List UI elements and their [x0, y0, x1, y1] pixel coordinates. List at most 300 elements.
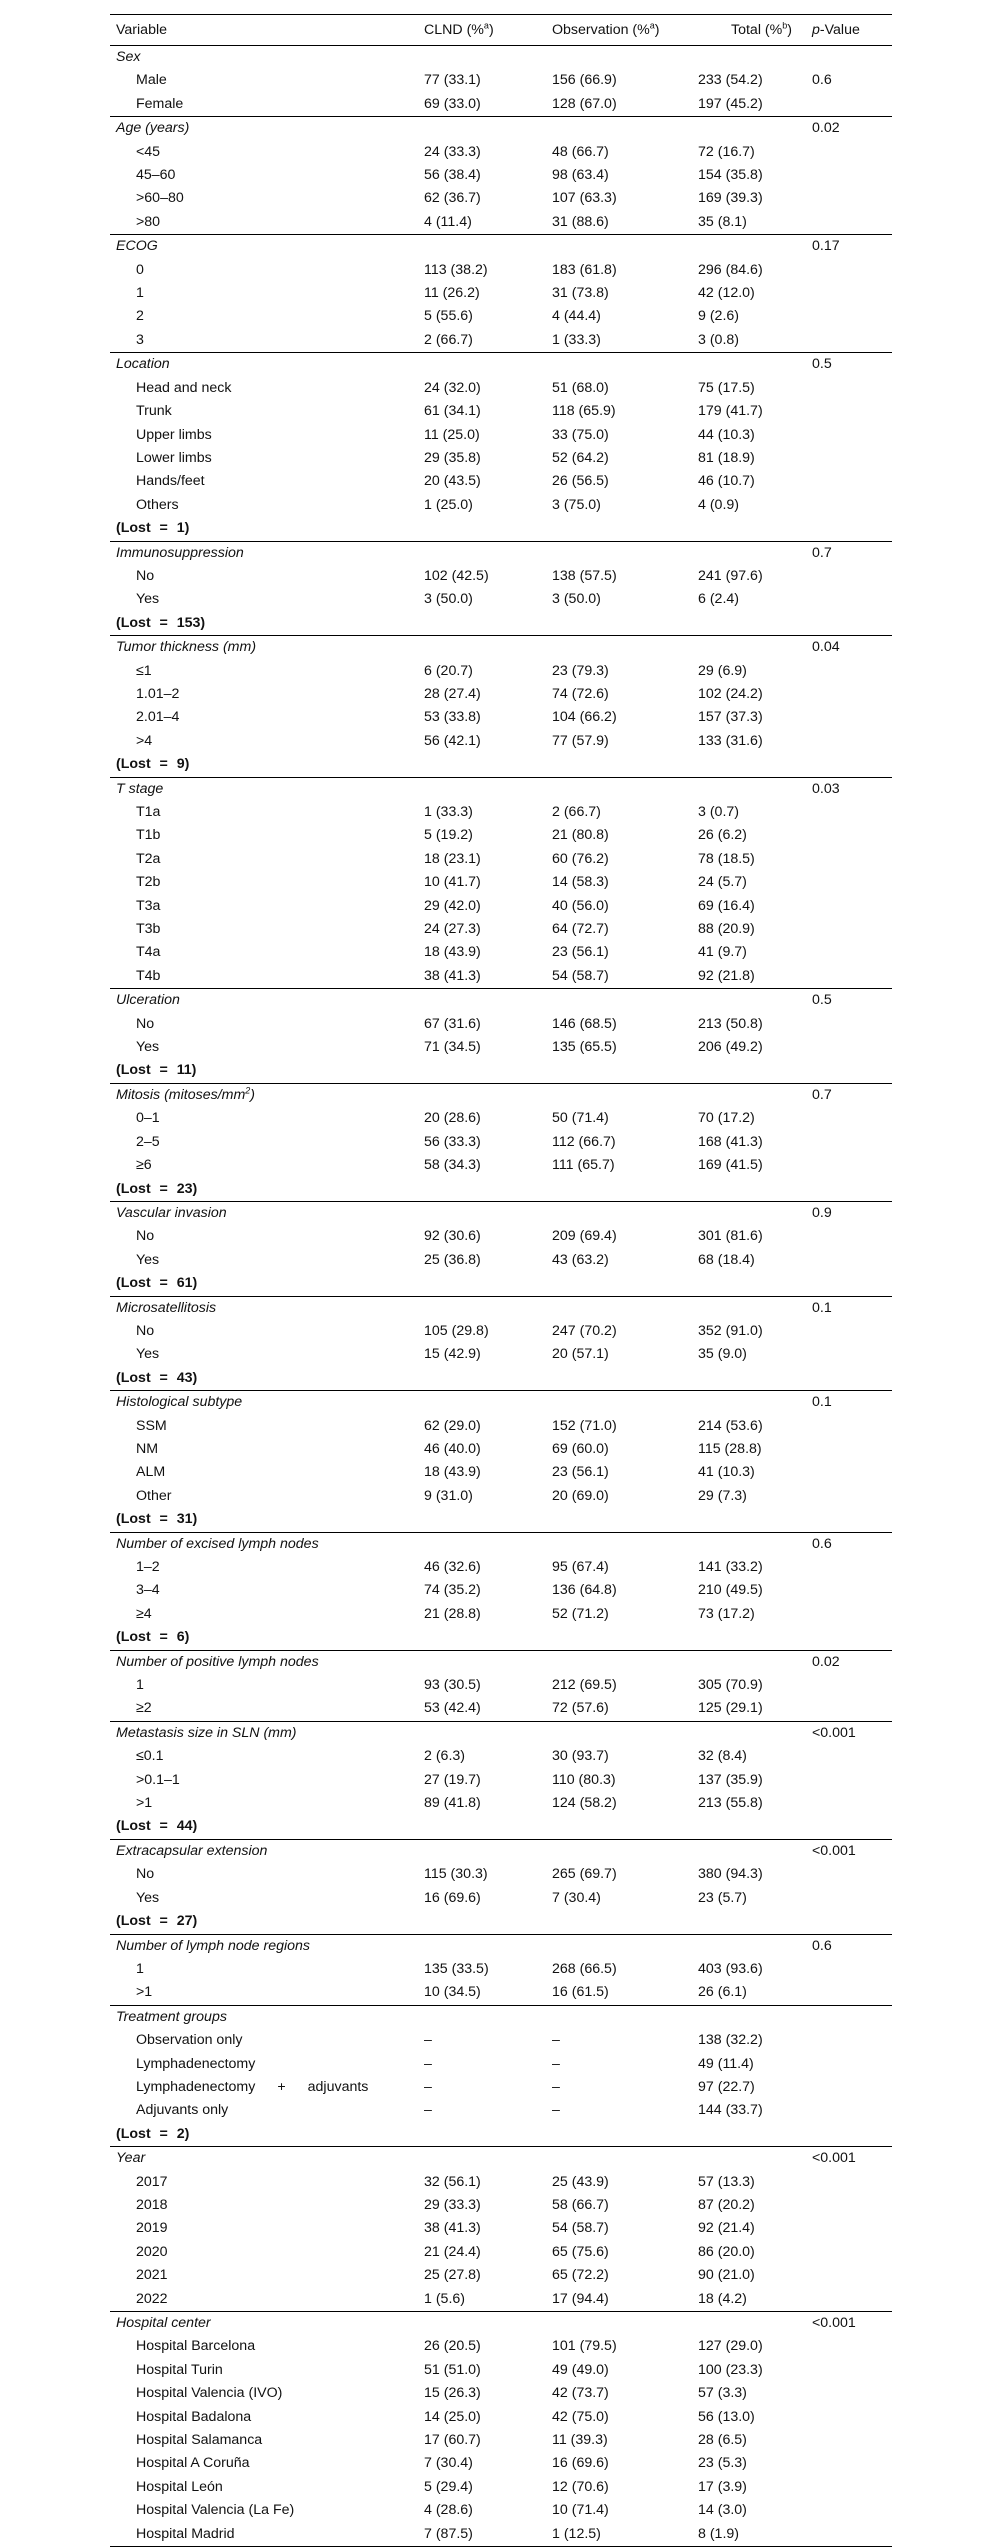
cell-pvalue — [806, 1674, 892, 1697]
row-label: 45–60 — [136, 167, 176, 184]
row-label: Male — [136, 72, 167, 89]
cell-observation — [546, 612, 692, 636]
row-label: T4b — [136, 967, 161, 984]
cell-clnd — [418, 1626, 546, 1650]
row-label: Microsatellitosis — [110, 1296, 418, 1320]
cell-pvalue — [806, 965, 892, 989]
row-label: ALM — [136, 1464, 166, 1481]
table-row — [110, 1697, 892, 1721]
cell-clnd — [418, 1272, 546, 1296]
row-label: T4a — [136, 944, 161, 961]
row-label: 3 — [136, 331, 144, 348]
cell-pvalue — [806, 565, 892, 588]
cell-observation — [546, 1272, 692, 1296]
row-label: >1 — [136, 1795, 153, 1812]
cell-clnd: – — [424, 2032, 432, 2049]
cell-observation: 43 (63.2) — [552, 1251, 609, 1268]
cell-observation — [546, 2147, 692, 2171]
cell-observation: 54 (58.7) — [552, 2220, 609, 2237]
table-row — [110, 2429, 892, 2452]
cell-total — [692, 1083, 806, 1107]
row-label: <45 — [136, 143, 161, 160]
table-row — [110, 1769, 892, 1792]
row-label: No — [136, 1228, 155, 1245]
cell-total: 97 (22.7) — [698, 2078, 755, 2095]
cell-observation — [546, 1083, 692, 1107]
cell-observation — [546, 1178, 692, 1202]
row-label: 2 — [136, 308, 144, 325]
category-row — [110, 636, 892, 660]
cell-total: 301 (81.6) — [698, 1228, 763, 1245]
cell-total: 296 (84.6) — [698, 261, 763, 278]
cell-total: 137 (35.9) — [698, 1771, 763, 1788]
cell-total: 26 (6.2) — [698, 827, 747, 844]
cell-clnd: 77 (33.1) — [424, 72, 481, 89]
cell-clnd: 89 (41.8) — [424, 1795, 481, 1812]
row-label: Lymphadenectomy — [136, 2055, 256, 2072]
cell-pvalue — [806, 824, 892, 847]
cell-clnd: 21 (24.4) — [424, 2243, 481, 2260]
cell-clnd: 53 (33.8) — [424, 709, 481, 726]
cell-observation: 212 (69.5) — [552, 1677, 617, 1694]
cell-observation — [546, 1839, 692, 1863]
cell-observation — [546, 46, 692, 70]
cell-clnd: 38 (41.3) — [424, 2220, 481, 2237]
row-label: (Lost = 1) — [116, 520, 190, 537]
cell-total: 157 (37.3) — [698, 709, 763, 726]
cell-observation: 1 (33.3) — [552, 331, 601, 348]
cell-pvalue — [806, 895, 892, 918]
cell-pvalue — [806, 1461, 892, 1484]
cell-total: 169 (39.3) — [698, 190, 763, 207]
cell-pvalue — [806, 2053, 892, 2076]
cell-clnd: 24 (27.3) — [424, 921, 481, 938]
row-label: 0–1 — [136, 1110, 160, 1127]
cell-clnd — [418, 235, 546, 259]
cell-observation — [546, 777, 692, 801]
cell-clnd — [418, 1532, 546, 1556]
header-row — [110, 15, 892, 46]
table-row — [110, 2406, 892, 2429]
lost-row — [110, 1910, 892, 1934]
cell-pvalue — [806, 1626, 892, 1650]
cell-total: 29 (7.3) — [698, 1487, 747, 1504]
cell-observation: 136 (64.8) — [552, 1582, 617, 1599]
cell-clnd: 10 (34.5) — [424, 1984, 481, 2001]
table-row — [110, 1887, 892, 1910]
cell-total: 92 (21.8) — [698, 967, 755, 984]
category-row — [110, 777, 892, 801]
cell-total: 4 (0.9) — [698, 496, 740, 513]
cell-pvalue — [806, 753, 892, 777]
row-label: 1 — [136, 1677, 144, 1694]
cell-pvalue — [806, 1815, 892, 1839]
cell-clnd: 7 (87.5) — [418, 2523, 546, 2547]
cell-pvalue — [806, 2406, 892, 2429]
cell-total: 24 (5.7) — [698, 874, 747, 891]
cell-observation: 124 (58.2) — [552, 1795, 617, 1812]
row-label: 2018 — [136, 2196, 168, 2213]
cell-observation: 156 (66.9) — [552, 72, 617, 89]
cell-pvalue — [806, 1154, 892, 1177]
row-label: >4 — [136, 732, 153, 749]
cell-clnd — [418, 1296, 546, 1320]
table-row — [110, 470, 892, 493]
cell-pvalue — [806, 2123, 892, 2147]
cell-total: 102 (24.2) — [698, 685, 763, 702]
cell-clnd — [418, 636, 546, 660]
cell-total — [692, 612, 806, 636]
row-label: SSM — [136, 1417, 167, 1434]
row-label: Yes — [136, 591, 160, 608]
row-label: Observation only — [136, 2032, 243, 2049]
cell-total — [692, 1296, 806, 1320]
lost-row — [110, 517, 892, 541]
cell-pvalue — [806, 1697, 892, 1721]
cell-pvalue — [806, 1438, 892, 1461]
category-row — [110, 1650, 892, 1674]
header-observation: Observation (%$^a$) — [546, 15, 692, 46]
category-row — [110, 2312, 892, 2336]
cell-pvalue — [806, 1107, 892, 1130]
cell-total: 90 (21.0) — [698, 2267, 755, 2284]
cell-observation — [546, 753, 692, 777]
row-label: Immunosuppression — [110, 541, 418, 565]
cell-total: 403 (93.6) — [698, 1960, 763, 1977]
cell-clnd — [418, 1815, 546, 1839]
cell-pvalue — [806, 1792, 892, 1815]
table-row — [110, 801, 892, 824]
cell-pvalue — [806, 1556, 892, 1579]
cell-observation — [546, 636, 692, 660]
cell-clnd — [418, 753, 546, 777]
cell-pvalue — [806, 1225, 892, 1248]
table-row — [110, 1556, 892, 1579]
cell-total: 41 (10.3) — [698, 1464, 755, 1481]
cell-observation: 20 (57.1) — [552, 1346, 609, 1363]
row-label: T2b — [136, 874, 161, 891]
cell-clnd: 27 (19.7) — [424, 1771, 481, 1788]
cell-clnd: 69 (33.0) — [424, 95, 481, 112]
row-label: 0 — [136, 261, 144, 278]
cell-clnd: – — [424, 2055, 432, 2072]
cell-observation — [546, 1626, 692, 1650]
table-row — [110, 1036, 892, 1059]
lost-row — [110, 1059, 892, 1083]
cell-observation: 7 (30.4) — [552, 1889, 601, 1906]
row-label: 1 — [136, 1960, 144, 1977]
cell-pvalue — [806, 2288, 892, 2312]
cell-total — [692, 1367, 806, 1391]
cell-total: 133 (31.6) — [698, 732, 763, 749]
cell-observation: 31 (73.8) — [552, 285, 609, 302]
cell-clnd: 135 (33.5) — [424, 1960, 489, 1977]
cell-clnd: 71 (34.5) — [424, 1039, 481, 1056]
cell-clnd: – — [424, 2102, 432, 2119]
row-label: Yes — [136, 1251, 160, 1268]
cell-pvalue — [806, 1178, 892, 1202]
cell-clnd: 18 (23.1) — [424, 850, 481, 867]
cell-observation — [546, 1650, 692, 1674]
cell-clnd: 1 (33.3) — [424, 804, 473, 820]
row-label: (Lost = 9) — [116, 756, 190, 773]
cell-pvalue — [806, 730, 892, 753]
cell-pvalue — [806, 93, 892, 117]
cell-clnd — [418, 989, 546, 1013]
cell-observation: 110 (80.3) — [552, 1771, 616, 1788]
category-row — [110, 1721, 892, 1745]
row-label: No — [136, 1015, 155, 1032]
row-label: Extracapsular extension — [110, 1839, 418, 1863]
cell-clnd: 61 (34.1) — [424, 403, 481, 420]
table-row — [110, 1438, 892, 1461]
cell-clnd — [418, 1934, 546, 1958]
row-label: Hospital Turin — [136, 2361, 223, 2378]
cell-clnd: 25 (36.8) — [424, 1251, 481, 1268]
cell-total: 35 (9.0) — [698, 1346, 747, 1363]
row-label: Upper limbs — [136, 426, 212, 443]
cell-clnd: 62 (36.7) — [424, 190, 481, 207]
cell-clnd — [418, 1721, 546, 1745]
table-row — [110, 1107, 892, 1130]
table-row — [110, 2476, 892, 2499]
row-label: ≥6 — [136, 1157, 152, 1174]
cell-clnd — [418, 2312, 546, 2336]
cell-clnd: 9 (31.0) — [424, 1487, 473, 1504]
cell-observation: 50 (71.4) — [552, 1110, 609, 1127]
cell-pvalue — [806, 2194, 892, 2217]
table-row — [110, 2452, 892, 2475]
table-row — [110, 282, 892, 305]
cell-observation: 52 (64.2) — [552, 449, 609, 466]
header-variable: Variable — [110, 15, 418, 46]
table-body — [110, 46, 892, 2547]
cell-total: 23 (5.3) — [698, 2455, 747, 2472]
cell-observation: 265 (69.7) — [552, 1866, 617, 1883]
cell-clnd: 4 (28.6) — [424, 2502, 473, 2519]
cell-observation — [546, 1391, 692, 1415]
cell-observation: 58 (66.7) — [552, 2196, 609, 2213]
cell-clnd: 53 (42.4) — [424, 1700, 481, 1717]
cell-pvalue — [806, 1343, 892, 1366]
cell-total: 144 (33.7) — [698, 2102, 763, 2119]
cell-total — [692, 1839, 806, 1863]
cell-pvalue: 0.6 — [812, 72, 832, 89]
cell-pvalue: 0.5 — [806, 353, 892, 377]
cell-observation: 107 (63.3) — [552, 190, 617, 207]
cell-observation — [546, 1721, 692, 1745]
table-row — [110, 1579, 892, 1602]
cell-total: 29 (6.9) — [698, 662, 747, 679]
table-row — [110, 93, 892, 117]
cell-observation: 98 (63.4) — [552, 167, 609, 184]
cell-observation: 40 (56.0) — [552, 897, 609, 914]
cell-observation — [546, 1934, 692, 1958]
cell-pvalue — [806, 424, 892, 447]
cell-pvalue: <0.001 — [806, 1721, 892, 1745]
table-row — [110, 164, 892, 187]
cell-total — [692, 1532, 806, 1556]
cell-observation: – — [552, 2102, 560, 2119]
cell-observation: 20 (69.0) — [552, 1487, 609, 1504]
cell-clnd: 10 (41.7) — [424, 874, 481, 891]
table-row — [110, 2076, 892, 2099]
cell-clnd — [418, 1083, 546, 1107]
cell-observation: 95 (67.4) — [552, 1559, 609, 1575]
cell-pvalue — [806, 1320, 892, 1343]
table-row — [110, 2288, 892, 2312]
cell-pvalue: 0.02 — [806, 1650, 892, 1674]
cell-observation: 21 (80.8) — [552, 827, 609, 844]
lost-row — [110, 612, 892, 636]
cell-observation — [546, 989, 692, 1013]
lost-row — [110, 1178, 892, 1202]
row-label: (Lost = 11) — [116, 1062, 197, 1079]
cell-observation: 111 (65.7) — [552, 1157, 615, 1174]
cell-clnd: 38 (41.3) — [424, 967, 481, 984]
category-row — [110, 235, 892, 259]
cell-total — [692, 2312, 806, 2336]
cell-pvalue — [806, 1485, 892, 1508]
row-label: Metastasis size in SLN (mm) — [110, 1721, 418, 1745]
category-row — [110, 353, 892, 377]
table-row — [110, 1863, 892, 1886]
table-row — [110, 1225, 892, 1248]
cell-total: 17 (3.9) — [698, 2478, 747, 2495]
cell-pvalue — [806, 2452, 892, 2475]
cell-clnd: 15 (26.3) — [424, 2385, 481, 2402]
cell-total — [692, 1934, 806, 1958]
cell-observation: 101 (79.5) — [552, 2338, 617, 2355]
cell-observation: – — [552, 2032, 560, 2049]
cell-pvalue: <0.001 — [806, 2312, 892, 2336]
cell-observation: 69 (60.0) — [552, 1440, 609, 1457]
row-label: (Lost = 2) — [116, 2125, 190, 2142]
cell-total: 127 (29.0) — [698, 2338, 763, 2355]
cell-pvalue — [806, 941, 892, 964]
cell-total: 125 (29.1) — [698, 1700, 763, 1717]
row-label: Hospital Valencia (La Fe) — [136, 2502, 295, 2519]
cell-observation: 138 (57.5) — [552, 567, 617, 584]
row-label: Histological subtype — [110, 1391, 418, 1415]
cell-observation: 104 (66.2) — [552, 709, 617, 726]
cell-clnd — [418, 1059, 546, 1083]
cell-total: 169 (41.5) — [698, 1157, 763, 1174]
cell-observation: 10 (71.4) — [552, 2502, 609, 2519]
row-label: T stage — [110, 777, 418, 801]
row-label: (Lost = 44) — [116, 1818, 198, 1835]
cell-total — [692, 353, 806, 377]
cell-total — [692, 117, 806, 141]
cell-total: 35 (8.1) — [698, 213, 747, 230]
cell-total: 68 (18.4) — [698, 1251, 755, 1268]
cell-total: 213 (50.8) — [698, 1015, 763, 1032]
cell-clnd: 15 (42.9) — [424, 1346, 481, 1363]
table-row — [110, 1745, 892, 1768]
cell-clnd — [418, 46, 546, 70]
cell-observation: 42 (75.0) — [552, 2408, 609, 2425]
cell-clnd: 11 (25.0) — [424, 426, 480, 443]
cell-total: 380 (94.3) — [698, 1866, 763, 1883]
cell-pvalue — [806, 1415, 892, 1438]
cell-observation — [546, 541, 692, 565]
cell-pvalue — [806, 588, 892, 611]
row-label: Yes — [136, 1889, 160, 1906]
cell-clnd: 56 (42.1) — [424, 732, 481, 749]
cell-pvalue: 0.17 — [806, 235, 892, 259]
cell-total — [692, 1910, 806, 1934]
cell-pvalue — [806, 2005, 892, 2029]
cell-clnd: 28 (27.4) — [424, 685, 481, 702]
cell-clnd: 29 (35.8) — [424, 449, 481, 466]
cell-pvalue — [806, 2382, 892, 2405]
cell-total: 86 (20.0) — [698, 2243, 755, 2260]
cell-observation — [546, 2312, 692, 2336]
cell-pvalue: 0.9 — [806, 1201, 892, 1225]
cell-clnd: 92 (30.6) — [424, 1228, 481, 1245]
cell-pvalue — [806, 1013, 892, 1036]
row-label: Hospital Barcelona — [136, 2338, 256, 2355]
table-row — [110, 69, 892, 92]
cell-clnd — [418, 353, 546, 377]
cell-pvalue — [806, 2499, 892, 2522]
table-row — [110, 2335, 892, 2358]
cell-clnd: 102 (42.5) — [424, 567, 489, 584]
cell-observation — [546, 353, 692, 377]
cell-pvalue — [806, 1958, 892, 1981]
cell-total — [692, 2005, 806, 2029]
cell-total — [692, 777, 806, 801]
cell-observation: 52 (71.2) — [552, 1605, 609, 1622]
cell-clnd — [418, 1508, 546, 1532]
cell-total: 26 (6.1) — [698, 1984, 747, 2001]
cell-total: 78 (18.5) — [698, 850, 755, 867]
lost-row — [110, 753, 892, 777]
cell-observation — [546, 1910, 692, 1934]
cell-clnd: 26 (20.5) — [424, 2338, 481, 2355]
cell-total: 213 (55.8) — [698, 1795, 763, 1812]
cell-clnd: 17 (60.7) — [424, 2432, 481, 2449]
row-label: ≤1 — [136, 662, 152, 679]
cell-observation: 48 (66.7) — [552, 143, 609, 160]
cell-observation — [546, 1201, 692, 1225]
cell-clnd: 25 (27.8) — [424, 2267, 481, 2284]
cell-total — [692, 1650, 806, 1674]
cell-pvalue — [806, 1745, 892, 1768]
cell-observation: 268 (66.5) — [552, 1960, 617, 1977]
cell-pvalue — [806, 1910, 892, 1934]
row-label: T1b — [136, 827, 161, 844]
cell-total: 179 (41.7) — [698, 403, 763, 420]
cell-clnd — [418, 1910, 546, 1934]
row-label: 1–2 — [136, 1559, 160, 1575]
row-label: Treatment groups — [110, 2005, 418, 2029]
table-row — [110, 1154, 892, 1177]
table-row — [110, 824, 892, 847]
row-label: No — [136, 1322, 155, 1339]
cell-observation: 72 (57.6) — [552, 1700, 609, 1717]
row-label: Year — [110, 2147, 418, 2171]
row-label: No — [136, 567, 155, 584]
cell-total: 214 (53.6) — [698, 1417, 763, 1434]
cell-pvalue — [806, 2241, 892, 2264]
table-row — [110, 494, 892, 517]
cell-pvalue — [806, 1887, 892, 1910]
cell-clnd: 105 (29.8) — [424, 1322, 489, 1339]
cell-total — [692, 1391, 806, 1415]
cell-observation: 74 (72.6) — [552, 685, 609, 702]
row-label: Hospital Madrid — [110, 2523, 418, 2547]
